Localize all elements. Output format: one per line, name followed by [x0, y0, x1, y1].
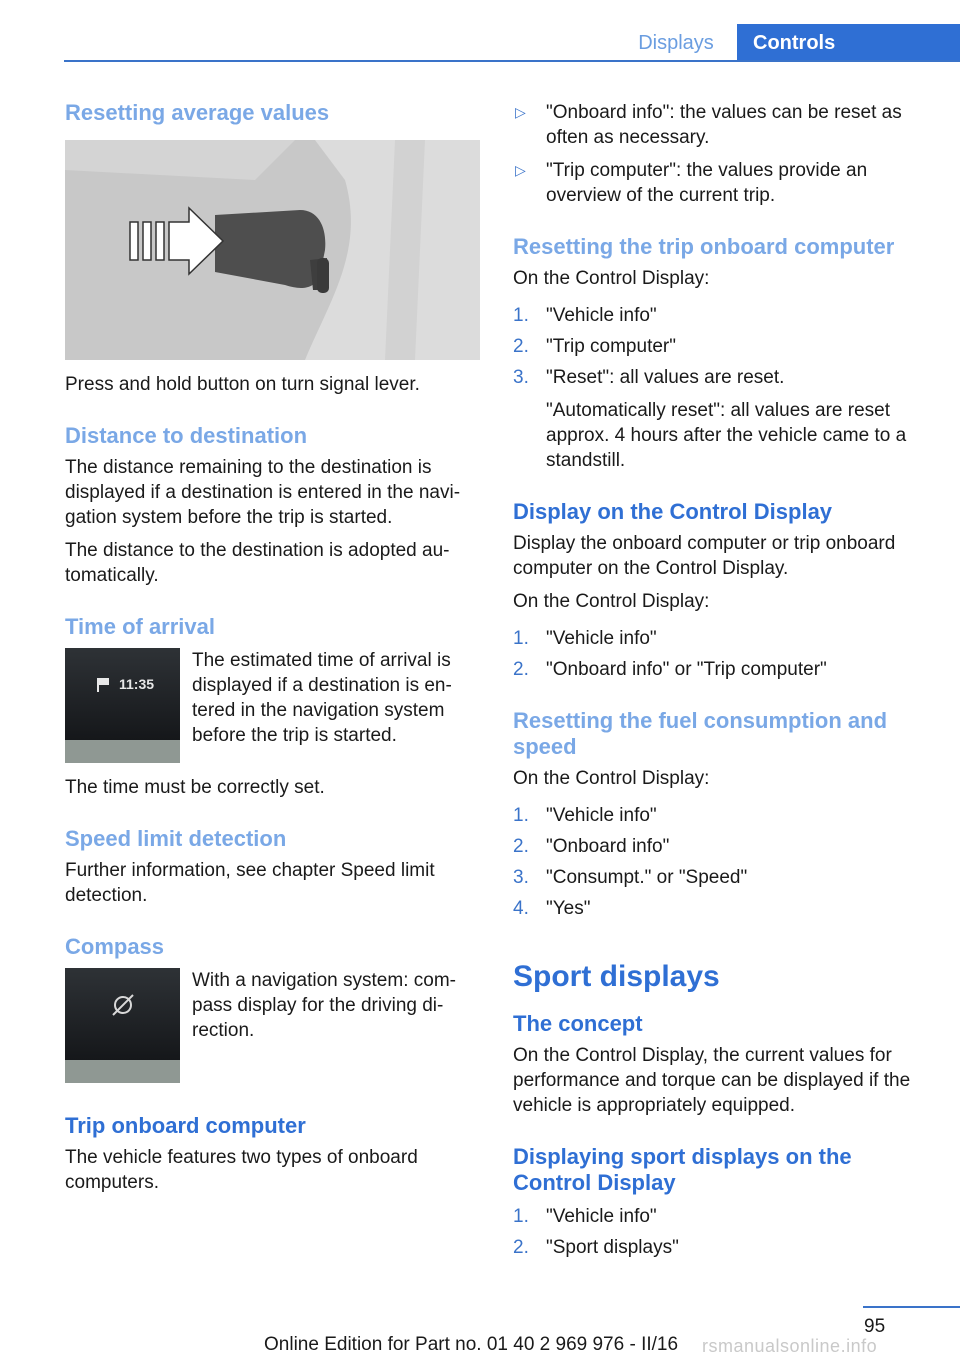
- sport-display-steps: [513, 1204, 931, 1260]
- heading-resetting-average-values: Resetting average values: [65, 100, 330, 125]
- page-number: 95: [864, 1316, 886, 1337]
- arrival-paragraph-2: The time must be correctly set.: [65, 777, 325, 798]
- reset-fuel-steps: [513, 803, 931, 921]
- concept-paragraph: On the Control Display, the current values for performance and torque can be displayed if the vehicle is appropriately equipped.: [513, 1045, 911, 1116]
- reset-trip-note: "Automatically reset": all values are reset approx. 4 hours after the vehicle came to a standstill.: [546, 400, 907, 471]
- edition-text: Online Edition for Part no. 01 40 2 969 976 - II/16: [264, 1334, 679, 1355]
- triangle-bullet-icon: ▷: [515, 104, 526, 120]
- arrival-row: [65, 648, 483, 763]
- list-item: 2. "Onboard info": [513, 836, 670, 857]
- watermark-text: rsmanualsonline.info: [702, 1336, 878, 1356]
- heading-compass: Compass: [65, 934, 165, 959]
- reset-trip-steps: [513, 303, 931, 390]
- list-item: 1. "Vehicle info": [513, 628, 657, 649]
- list-item: 3. "Reset": all values are reset.: [513, 367, 785, 388]
- compass-display-image: [65, 968, 180, 1083]
- heading-speed-limit-detection: Speed limit detection: [65, 826, 287, 851]
- speed-limit-paragraph: Further information, see chapter Speed limit detection.: [65, 860, 435, 906]
- heading-trip-onboard-computer: Trip onboard computer: [65, 1113, 306, 1138]
- heading-display-on-control-display: Display on the Control Display: [513, 499, 833, 524]
- list-item: ▷ "Trip computer": the values provide an overview of the current trip.: [515, 160, 868, 206]
- trip-computer-paragraph: The vehicle features two types of onboard computers.: [65, 1147, 418, 1193]
- heading-sport-displays: Sport displays: [513, 960, 720, 993]
- left-column: [65, 100, 483, 1195]
- list-item: 1. "Vehicle info": [513, 305, 657, 326]
- list-item: 2. "Trip computer": [513, 336, 676, 357]
- header-rule: [64, 60, 960, 62]
- list-item: 3. "Consumpt." or "Speed": [513, 867, 748, 888]
- section-tab-displays[interactable]: Displays: [638, 32, 714, 54]
- caption-press-hold: Press and hold button on turn signal lever.: [65, 374, 420, 395]
- computer-types-list: [513, 100, 931, 208]
- heading-resetting-trip-computer: Resetting the trip onboard computer: [513, 234, 895, 259]
- turn-signal-lever-image: [65, 140, 480, 360]
- heading-displaying-sport-displays: Displaying sport displays on the Control Display: [513, 1144, 852, 1195]
- list-item: 4. "Yes": [513, 898, 591, 919]
- list-item: 1. "Vehicle info": [513, 805, 657, 826]
- display-cd-steps: [513, 626, 931, 682]
- arrival-paragraph-1: The estimated time of arrival is displayed if a destination is en-tered in the navigation system before the trip is started.: [192, 650, 452, 746]
- chapter-tab-controls[interactable]: Controls: [737, 24, 960, 62]
- arrival-time-readout: 11:35: [119, 676, 155, 692]
- heading-the-concept: The concept: [513, 1011, 643, 1036]
- footer-rule: [863, 1306, 960, 1308]
- heading-distance-to-destination: Distance to destination: [65, 423, 308, 448]
- compass-paragraph: With a navigation system: com-pass display for the driving di-rection.: [192, 970, 456, 1041]
- heading-resetting-fuel-speed: Resetting the fuel consumption and speed: [513, 708, 888, 759]
- reset-trip-intro: On the Control Display:: [513, 268, 710, 289]
- heading-time-of-arrival: Time of arrival: [65, 614, 215, 639]
- distance-paragraph-2: The distance to the destination is adopted au-tomatically.: [65, 540, 450, 586]
- arrival-display-image: [65, 648, 180, 763]
- display-cd-intro: On the Control Display:: [513, 591, 710, 612]
- list-item: ▷ "Onboard info": the values can be reset as often as necessary.: [515, 102, 902, 148]
- reset-fuel-intro: On the Control Display:: [513, 768, 710, 789]
- compass-row: [65, 968, 483, 1083]
- list-item: 1. "Vehicle info": [513, 1206, 657, 1227]
- distance-paragraph-1: The distance remaining to the destination is displayed if a destination is entered in the navi-gation system before the trip is started.: [65, 457, 461, 528]
- list-item: 2. "Onboard info" or "Trip computer": [513, 659, 827, 680]
- list-item: 2. "Sport displays": [513, 1237, 679, 1258]
- triangle-bullet-icon: ▷: [515, 162, 526, 178]
- display-cd-paragraph: Display the onboard computer or trip onboard computer on the Control Display.: [513, 533, 896, 579]
- right-column: [513, 100, 931, 1260]
